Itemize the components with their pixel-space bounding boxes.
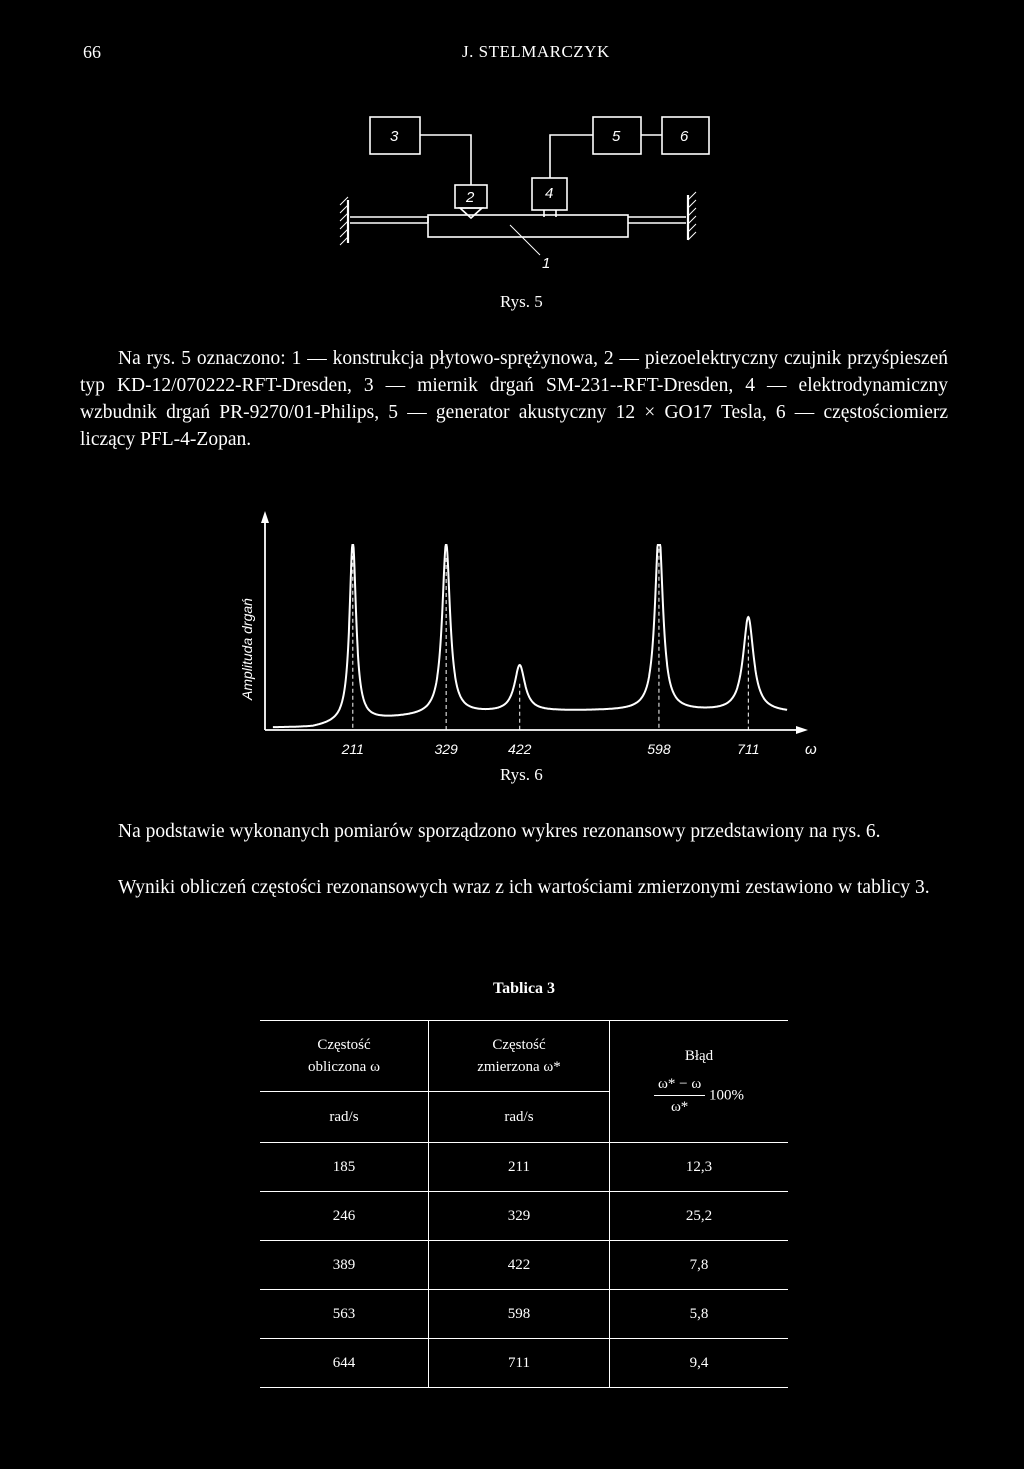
x-tick-label: 329 — [434, 741, 458, 757]
cell-measured: 329 — [429, 1192, 610, 1241]
x-tick-label: 211 — [341, 741, 364, 757]
figure-5-diagram — [330, 105, 730, 275]
cell-calculated: 563 — [260, 1290, 429, 1339]
running-header-author: J. STELMARCZYK — [462, 42, 610, 61]
block-6-label: 6 — [680, 128, 689, 145]
block-3-label: 3 — [390, 128, 399, 145]
block-2-label: 2 — [466, 189, 475, 206]
paragraph-table-intro: Wyniki obliczeń częstości rezonansowych wraz z ich wartościami zmierzonymi zestawiono w tablicy 3. — [118, 877, 930, 898]
cell-measured: 422 — [429, 1241, 610, 1290]
cell-error: 5,8 — [610, 1290, 789, 1339]
paragraph-legend: Na rys. 5 oznaczono: 1 — konstrukcja płytowo-sprężynowa, 2 — piezoelektryczny czujnik przyśpieszeń typ KD-12/070222-RFT-Dresden, 3 — miernik drgań SM-231--RFT-Dresden, 4 — elektrodynamiczny wzbudnik drgań PR-9270/01-Philips, 5 — generator akustyczny 12 × GO17 Tesla, 6 — częstościomierz liczący PFL-4-Zopan. — [80, 348, 948, 450]
x-tick-labels — [341, 741, 760, 757]
fraction-denominator: ω* — [670, 1099, 689, 1115]
header-text: Błąd — [684, 1048, 714, 1064]
cell-error: 7,8 — [610, 1241, 789, 1290]
x-tick-label: 598 — [647, 741, 671, 757]
fraction-numerator: ω* − ω — [654, 1073, 705, 1096]
table-title: Tablica 3 — [492, 980, 556, 997]
y-axis-arrow — [261, 511, 269, 523]
peak-guides — [353, 549, 749, 730]
table-row — [260, 1290, 788, 1339]
cell-calculated: 389 — [260, 1241, 429, 1290]
header-text: obliczona ω — [308, 1059, 380, 1075]
cell-calculated: 185 — [260, 1143, 429, 1192]
pointer-label-1: 1 — [542, 255, 551, 272]
percent-label: 100% — [708, 1087, 744, 1104]
header-text: Częstość — [492, 1037, 546, 1053]
table-3 — [260, 1020, 788, 1388]
header-text: Częstość — [317, 1037, 371, 1053]
cell-measured: 711 — [429, 1339, 610, 1388]
cell-error: 12,3 — [610, 1143, 789, 1192]
unit-calculated: rad/s — [260, 1092, 429, 1143]
cell-measured: 598 — [429, 1290, 610, 1339]
table-row — [260, 1339, 788, 1388]
x-tick-label: 422 — [508, 741, 532, 757]
x-axis-label: ω — [805, 741, 817, 758]
cell-error: 25,2 — [610, 1192, 789, 1241]
table-row — [260, 1241, 788, 1290]
cell-measured: 211 — [429, 1143, 610, 1192]
cell-calculated: 246 — [260, 1192, 429, 1241]
col-header-calculated — [260, 1021, 429, 1092]
header-text: zmierzona ω* — [477, 1059, 561, 1075]
table-row — [260, 1192, 788, 1241]
block-4-label: 4 — [545, 185, 554, 202]
figure-6-caption: Rys. 6 — [500, 765, 543, 784]
x-axis-arrow — [796, 726, 808, 734]
cell-error: 9,4 — [610, 1339, 789, 1388]
table-row — [260, 1143, 788, 1192]
x-tick-label: 711 — [737, 741, 760, 757]
paragraph-results: Na podstawie wykonanych pomiarów sporządzono wykres rezonansowy przedstawiony na rys. 6. — [118, 821, 881, 842]
col-header-error — [610, 1021, 789, 1143]
error-fraction — [654, 1073, 705, 1118]
figure-5-caption: Rys. 5 — [500, 292, 543, 311]
unit-measured: rad/s — [429, 1092, 610, 1143]
figure-6-chart — [230, 505, 830, 760]
y-axis-label: Amplituda drgań — [239, 598, 255, 700]
col-header-measured — [429, 1021, 610, 1092]
cell-calculated: 644 — [260, 1339, 429, 1388]
block-5-label: 5 — [612, 128, 621, 145]
page-number: 66 — [83, 42, 101, 62]
resonance-curve — [273, 545, 787, 727]
